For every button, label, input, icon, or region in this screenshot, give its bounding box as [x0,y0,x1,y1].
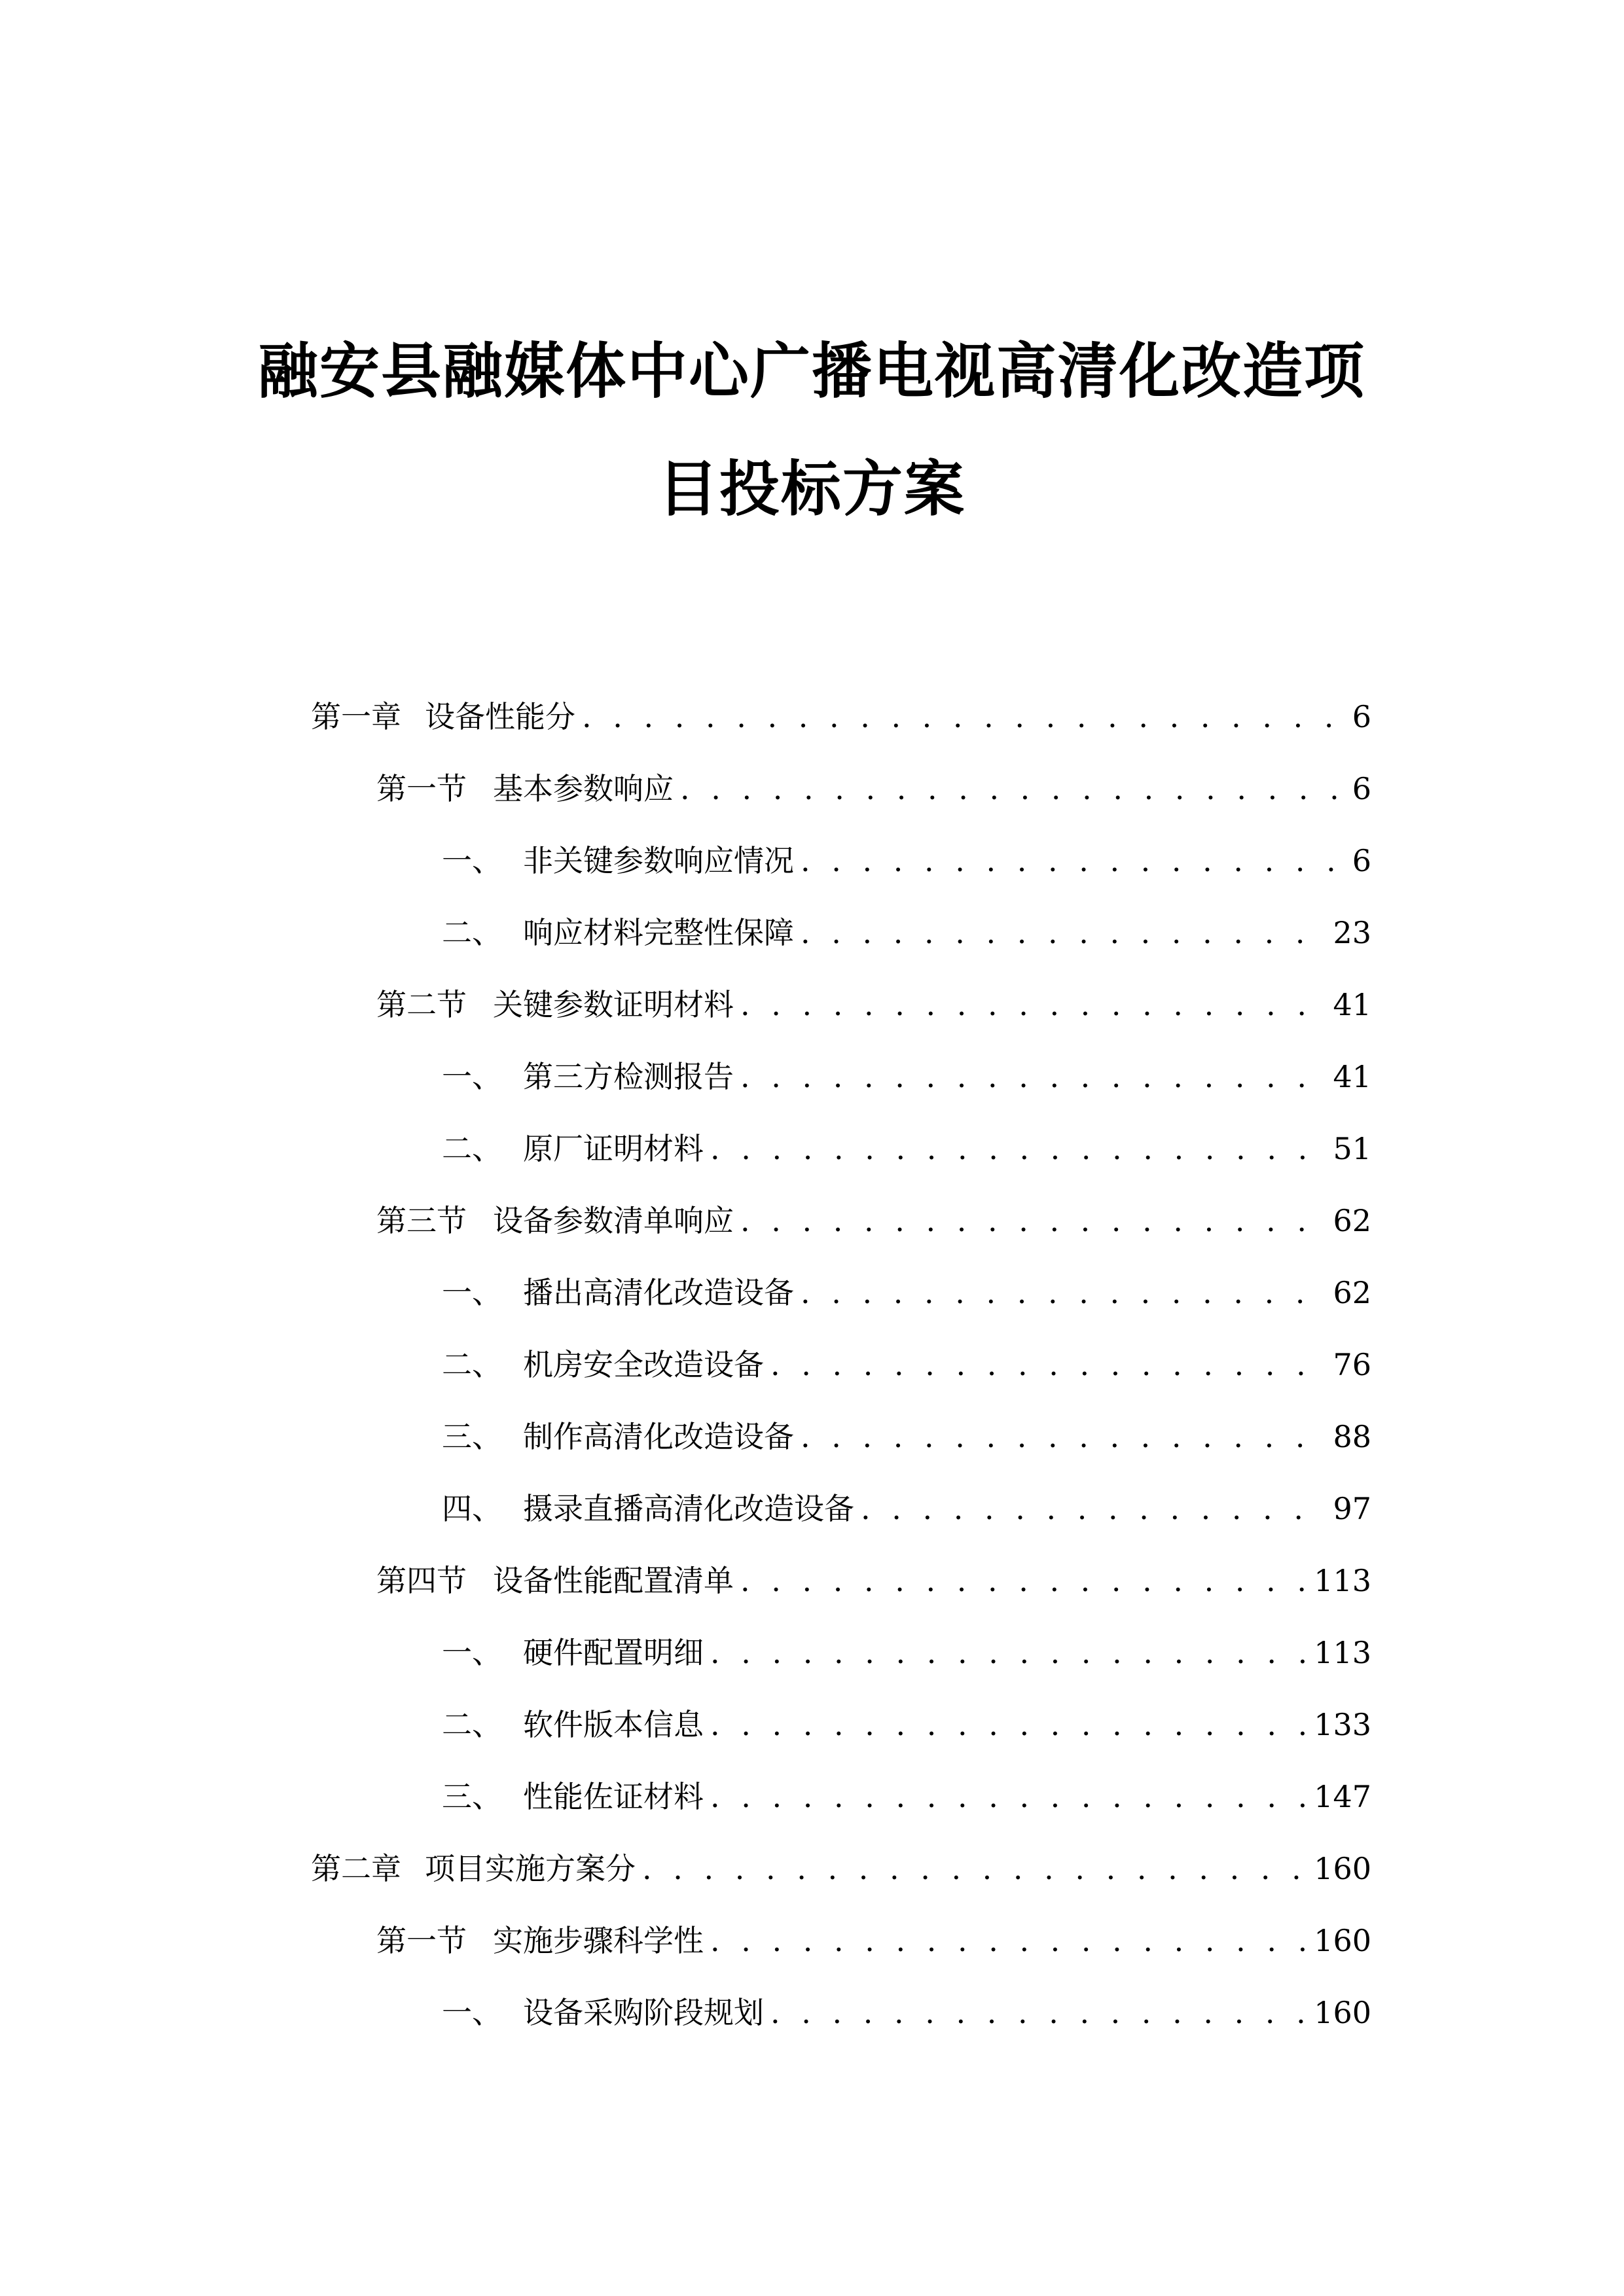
toc-entry-page: 6 [1352,699,1371,734]
toc-entry[interactable] [442,1270,1371,1316]
toc-dot-leader [770,1990,1306,2036]
toc-entry-page: 76 [1333,1347,1371,1382]
toc-entry-title: 设备性能分 [425,699,575,734]
toc-entry-title: 响应材料完整性保障 [523,915,794,950]
toc-entry-number: 第二章 [311,1851,401,1886]
toc-entry-number: 四、 [442,1491,502,1526]
toc-entry-page: 133 [1314,1707,1371,1742]
toc-dot-leader [801,1270,1325,1316]
toc-dot-leader [770,1342,1325,1388]
toc-entry-page: 160 [1314,1995,1371,2030]
toc-entry[interactable] [442,1054,1371,1100]
toc-entry-page: 88 [1333,1419,1371,1454]
toc-entry[interactable] [376,1918,1371,1964]
toc-entry-page: 113 [1314,1635,1371,1670]
toc-entry-title: 性能佐证材料 [523,1779,704,1814]
toc-dot-leader [642,1846,1306,1892]
toc-entry[interactable] [442,1414,1371,1460]
toc-dot-leader [740,1054,1325,1100]
toc-dot-leader [710,1918,1306,1964]
toc-entry[interactable] [442,838,1371,884]
toc-dot-leader [680,766,1337,812]
toc-dot-leader [740,1198,1325,1244]
toc-dot-leader [861,1486,1325,1532]
toc-dot-leader [710,1774,1306,1820]
toc-entry-number: 第三节 [376,1203,467,1238]
toc-entry-number: 二、 [442,1707,502,1742]
toc-entry-number: 第四节 [376,1563,467,1598]
toc-entry-title: 实施步骤科学性 [493,1923,704,1958]
toc-entry-title: 关键参数证明材料 [493,987,734,1022]
toc-entry-title: 设备采购阶段规划 [523,1995,764,2030]
toc-entry-number: 一、 [442,1995,502,2030]
toc-entry-number: 一、 [442,843,502,878]
toc-entry-page: 147 [1314,1779,1371,1814]
toc-entry-title: 硬件配置明细 [523,1635,704,1670]
toc-dot-leader [710,1702,1306,1748]
toc-entry-title: 摄录直播高清化改造设备 [523,1491,854,1526]
toc-entry-title: 原厂证明材料 [523,1131,704,1166]
toc-entry[interactable] [442,1486,1371,1532]
toc-entry-page: 113 [1314,1563,1371,1598]
toc-entry-number: 二、 [442,915,502,950]
toc-entry[interactable] [442,1342,1371,1388]
toc-entry-number: 三、 [442,1779,502,1814]
toc-entry-title: 设备性能配置清单 [493,1563,734,1598]
toc-entry-title: 制作高清化改造设备 [523,1419,794,1454]
toc-entry-title: 基本参数响应 [493,771,674,806]
toc-entry[interactable] [442,1126,1371,1172]
toc-entry[interactable] [442,1774,1371,1820]
toc-entry[interactable] [311,1846,1371,1892]
toc-entry-page: 23 [1333,915,1371,950]
toc-entry-title: 设备参数清单响应 [493,1203,734,1238]
toc-entry-title: 第三方检测报告 [523,1059,734,1094]
toc-entry-page: 41 [1333,987,1371,1022]
toc-entry-page: 62 [1333,1275,1371,1310]
toc-entry[interactable] [442,1630,1371,1676]
toc-entry-title: 项目实施方案分 [425,1851,636,1886]
toc-entry-page: 97 [1333,1491,1371,1526]
toc-entry-number: 一、 [442,1275,502,1310]
toc-entry[interactable] [442,1702,1371,1748]
toc-entry-number: 二、 [442,1131,502,1166]
toc-dot-leader [801,910,1325,956]
document-title-line-1: 融安县融媒体中心广播电视高清化改造项 [257,336,1365,406]
toc-entry-number: 第二节 [376,987,467,1022]
toc-dot-leader [801,1414,1325,1460]
toc-entry-number: 一、 [442,1059,502,1094]
toc-entry-title: 非关键参数响应情况 [523,843,794,878]
toc-entry-title: 软件版本信息 [523,1707,704,1742]
toc-dot-leader [710,1126,1325,1172]
toc-entry-page: 160 [1314,1923,1371,1958]
toc-dot-leader [582,694,1337,740]
toc-entry-page: 160 [1314,1851,1371,1886]
toc-entry-page: 62 [1333,1203,1371,1238]
toc-dot-leader [740,982,1325,1028]
toc-entry[interactable] [311,694,1371,740]
toc-entry-number: 第一章 [311,699,401,734]
toc-entry-page: 6 [1352,843,1371,878]
toc-entry-number: 三、 [442,1419,502,1454]
toc-entry-number: 一、 [442,1635,502,1670]
toc-entry-number: 第一节 [376,1923,467,1958]
toc-entry-page: 6 [1352,771,1371,806]
toc-entry-page: 51 [1333,1131,1371,1166]
document-title-line-2: 目投标方案 [657,454,965,524]
toc-dot-leader [801,838,1337,884]
toc-entry-title: 播出高清化改造设备 [523,1275,794,1310]
toc-entry[interactable] [376,1198,1371,1244]
toc-entry[interactable] [376,766,1371,812]
toc-entry-number: 二、 [442,1347,502,1382]
toc-dot-leader [710,1630,1306,1676]
toc-entry[interactable] [376,1558,1371,1604]
toc-dot-leader [740,1558,1306,1604]
toc-entry[interactable] [442,1990,1371,2036]
toc-entry-page: 41 [1333,1059,1371,1094]
toc-entry-title: 机房安全改造设备 [523,1347,764,1382]
toc-entry-number: 第一节 [376,771,467,806]
toc-entry[interactable] [376,982,1371,1028]
toc-entry[interactable] [442,910,1371,956]
